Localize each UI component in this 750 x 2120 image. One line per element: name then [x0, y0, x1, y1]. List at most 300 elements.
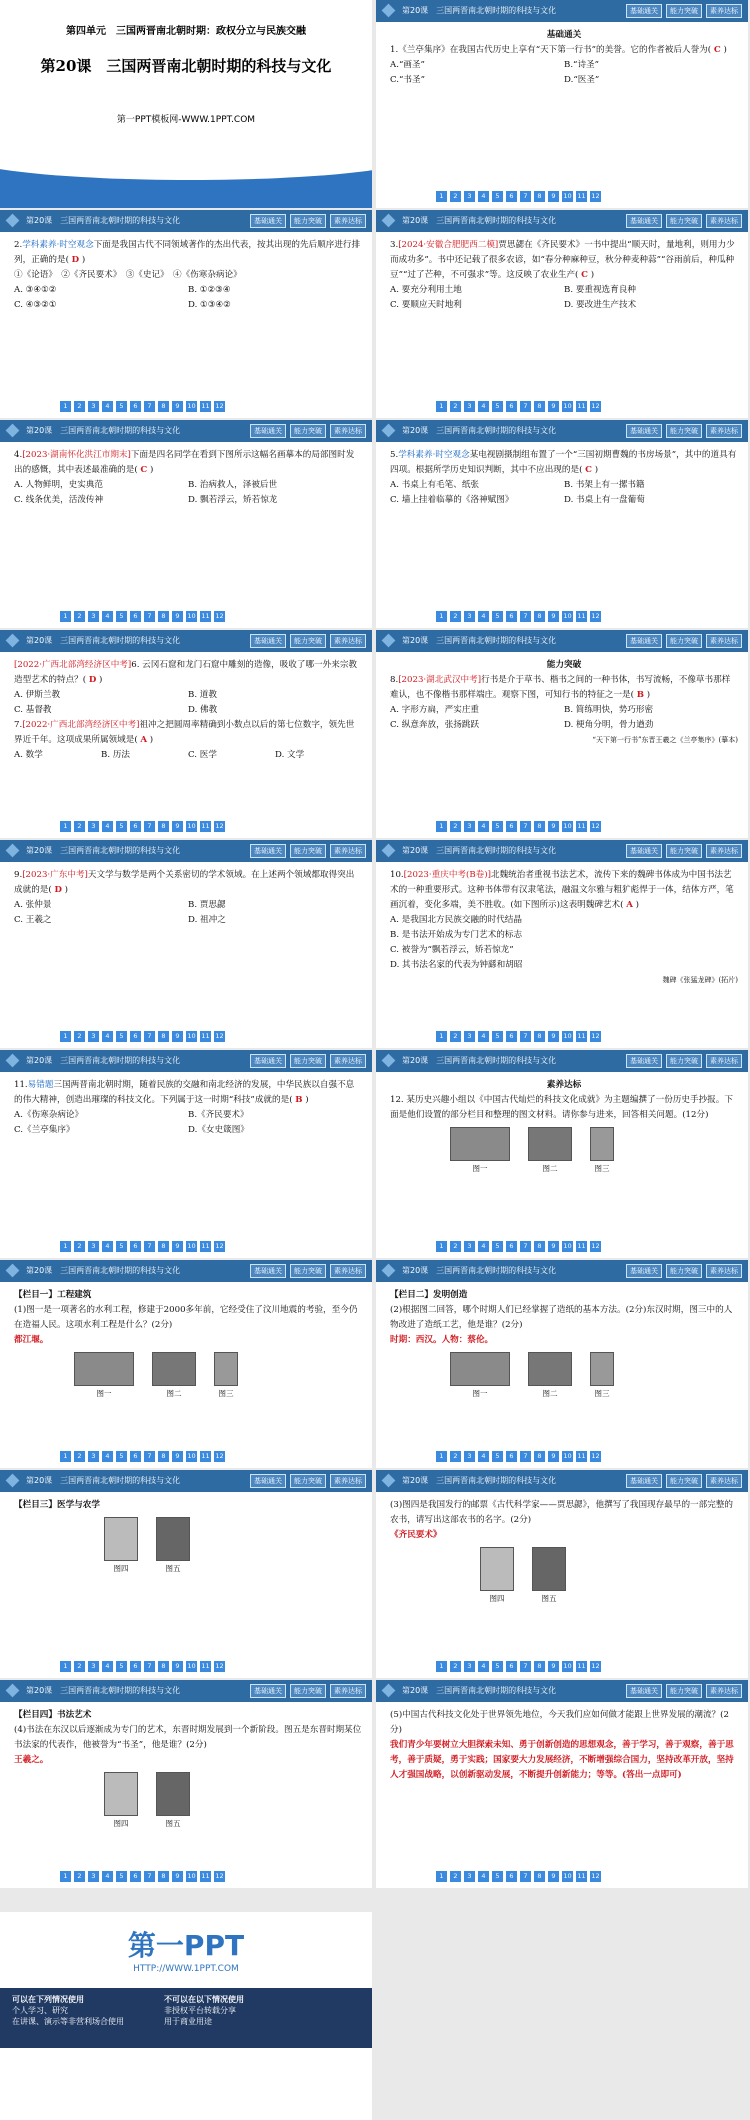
page-button-9[interactable]: 9 — [548, 1871, 559, 1882]
page-button-6[interactable]: 6 — [506, 1241, 517, 1252]
literacy-button[interactable]: 素养达标 — [706, 4, 742, 18]
page-button-11[interactable]: 11 — [201, 1452, 210, 1460]
page-button-10[interactable]: 10 — [563, 822, 572, 830]
page-button-5[interactable]: 5 — [116, 1241, 127, 1252]
page-button-8[interactable]: 8 — [534, 401, 545, 412]
page-button-4[interactable]: 4 — [102, 1661, 113, 1672]
page-button-2[interactable]: 2 — [450, 1871, 461, 1882]
page-button-3[interactable]: 3 — [88, 1241, 99, 1252]
page-button-10[interactable]: 10 — [187, 1662, 196, 1670]
page-button-5[interactable]: 5 — [116, 1031, 127, 1042]
option-d[interactable]: D. 飘若浮云，矫若惊龙 — [188, 495, 278, 505]
ability-button[interactable]: 能力突破 — [666, 1054, 702, 1068]
option-a[interactable]: A. 张仲景 — [14, 900, 52, 910]
page-button-3[interactable]: 3 — [88, 1031, 99, 1042]
page-button-9[interactable]: 9 — [172, 1031, 183, 1042]
page-button-9[interactable]: 9 — [172, 821, 183, 832]
page-button-11[interactable]: 11 — [201, 402, 210, 410]
page-button-7[interactable]: 7 — [144, 1451, 155, 1462]
page-button-4[interactable]: 4 — [478, 821, 489, 832]
page-button-1[interactable]: 1 — [60, 1241, 71, 1252]
page-button-1[interactable]: 1 — [436, 401, 447, 412]
page-button-6[interactable]: 6 — [506, 1661, 517, 1672]
page-button-12[interactable]: 12 — [215, 1032, 224, 1040]
literacy-button[interactable]: 素养达标 — [330, 634, 366, 648]
option-c[interactable]: C.《兰亭集序》 — [14, 1125, 75, 1135]
page-button-8[interactable]: 8 — [158, 821, 169, 832]
page-button-11[interactable]: 11 — [577, 822, 586, 830]
page-button-9[interactable]: 9 — [548, 191, 559, 202]
page-button-7[interactable]: 7 — [144, 611, 155, 622]
page-button-4[interactable]: 4 — [478, 1451, 489, 1462]
ability-button[interactable]: 能力突破 — [290, 1474, 326, 1488]
page-button-11[interactable]: 11 — [577, 192, 586, 200]
page-button-10[interactable]: 10 — [563, 192, 572, 200]
page-button-8[interactable]: 8 — [534, 1241, 545, 1252]
option-c[interactable]: C. ④③②① — [14, 300, 57, 310]
page-button-9[interactable]: 9 — [548, 1451, 559, 1462]
option-c[interactable]: C. 墙上挂着临摹的《洛神赋图》 — [390, 495, 514, 505]
literacy-button[interactable]: 素养达标 — [330, 1054, 366, 1068]
page-button-5[interactable]: 5 — [492, 1031, 503, 1042]
page-button-1[interactable]: 1 — [60, 401, 71, 412]
page-button-5[interactable]: 5 — [492, 191, 503, 202]
basic-button[interactable]: 基础通关 — [250, 1264, 286, 1278]
literacy-button[interactable]: 素养达标 — [330, 1684, 366, 1698]
option-c[interactable]: C. 纵意奔放，张扬跳跃 — [390, 720, 480, 730]
page-button-2[interactable]: 2 — [450, 821, 461, 832]
literacy-button[interactable]: 素养达标 — [706, 214, 742, 228]
option-a[interactable]: A. 书桌上有毛笔、纸张 — [390, 480, 480, 490]
basic-button[interactable]: 基础通关 — [250, 1684, 286, 1698]
page-button-4[interactable]: 4 — [478, 191, 489, 202]
page-button-12[interactable]: 12 — [591, 612, 600, 620]
page-button-8[interactable]: 8 — [158, 611, 169, 622]
basic-button[interactable]: 基础通关 — [626, 844, 662, 858]
option-a[interactable]: A. 数学 — [14, 750, 43, 760]
page-button-4[interactable]: 4 — [478, 1241, 489, 1252]
page-button-11[interactable]: 11 — [201, 1872, 210, 1880]
page-button-2[interactable]: 2 — [74, 1661, 85, 1672]
page-button-5[interactable]: 5 — [492, 611, 503, 622]
page-button-4[interactable]: 4 — [478, 611, 489, 622]
page-button-4[interactable]: 4 — [478, 1031, 489, 1042]
basic-button[interactable]: 基础通关 — [250, 1054, 286, 1068]
ability-button[interactable]: 能力突破 — [290, 1054, 326, 1068]
option-b[interactable]: B.《齐民要术》 — [188, 1110, 249, 1120]
option-d[interactable]: D. 其书法名家的代表为钟繇和胡昭 — [390, 960, 523, 970]
page-button-12[interactable]: 12 — [215, 1242, 224, 1250]
literacy-button[interactable]: 素养达标 — [706, 1684, 742, 1698]
page-button-8[interactable]: 8 — [158, 1451, 169, 1462]
page-button-9[interactable]: 9 — [548, 1241, 559, 1252]
page-button-7[interactable]: 7 — [144, 1871, 155, 1882]
option-a[interactable]: A. 字形方扁，严实庄重 — [390, 705, 480, 715]
page-button-7[interactable]: 7 — [520, 401, 531, 412]
page-button-10[interactable]: 10 — [563, 402, 572, 410]
page-button-11[interactable]: 11 — [577, 1242, 586, 1250]
page-button-5[interactable]: 5 — [116, 821, 127, 832]
page-button-10[interactable]: 10 — [187, 612, 196, 620]
option-d[interactable]: D. 佛教 — [188, 705, 218, 715]
basic-button[interactable]: 基础通关 — [626, 1684, 662, 1698]
page-button-7[interactable]: 7 — [144, 401, 155, 412]
page-button-6[interactable]: 6 — [506, 1031, 517, 1042]
option-c[interactable]: C.“书圣” — [390, 75, 425, 85]
page-button-6[interactable]: 6 — [506, 611, 517, 622]
page-button-6[interactable]: 6 — [506, 401, 517, 412]
ability-button[interactable]: 能力突破 — [666, 1684, 702, 1698]
literacy-button[interactable]: 素养达标 — [330, 1474, 366, 1488]
basic-button[interactable]: 基础通关 — [250, 214, 286, 228]
page-button-1[interactable]: 1 — [436, 191, 447, 202]
page-button-2[interactable]: 2 — [74, 401, 85, 412]
page-button-5[interactable]: 5 — [116, 401, 127, 412]
basic-button[interactable]: 基础通关 — [250, 424, 286, 438]
ability-button[interactable]: 能力突破 — [666, 1264, 702, 1278]
option-a[interactable]: A. 是我国北方民族交融的时代结晶 — [390, 915, 522, 925]
ability-button[interactable]: 能力突破 — [290, 634, 326, 648]
page-button-12[interactable]: 12 — [591, 1662, 600, 1670]
page-button-9[interactable]: 9 — [548, 611, 559, 622]
page-button-1[interactable]: 1 — [436, 1241, 447, 1252]
page-button-6[interactable]: 6 — [130, 611, 141, 622]
option-d[interactable]: D. 书桌上有一盘葡萄 — [564, 495, 645, 505]
option-a[interactable]: A. ③④①② — [14, 285, 57, 295]
page-button-6[interactable]: 6 — [506, 1871, 517, 1882]
page-button-11[interactable]: 11 — [201, 612, 210, 620]
page-button-1[interactable]: 1 — [436, 1871, 447, 1882]
option-b[interactable]: B. ①②③④ — [188, 285, 231, 295]
ability-button[interactable]: 能力突破 — [666, 214, 702, 228]
page-button-7[interactable]: 7 — [520, 1871, 531, 1882]
page-button-10[interactable]: 10 — [563, 612, 572, 620]
page-button-10[interactable]: 10 — [563, 1032, 572, 1040]
page-button-7[interactable]: 7 — [520, 1661, 531, 1672]
option-b[interactable]: B. 贾思勰 — [188, 900, 226, 910]
option-d[interactable]: D.“医圣” — [564, 75, 600, 85]
page-button-2[interactable]: 2 — [74, 1451, 85, 1462]
page-button-1[interactable]: 1 — [60, 1031, 71, 1042]
ability-button[interactable]: 能力突破 — [666, 424, 702, 438]
page-button-10[interactable]: 10 — [563, 1662, 572, 1670]
page-button-2[interactable]: 2 — [450, 191, 461, 202]
page-button-8[interactable]: 8 — [158, 401, 169, 412]
option-a[interactable]: A.《伤寒杂病论》 — [14, 1110, 84, 1120]
page-button-9[interactable]: 9 — [172, 611, 183, 622]
page-button-4[interactable]: 4 — [478, 1661, 489, 1672]
literacy-button[interactable]: 素养达标 — [706, 1054, 742, 1068]
page-button-2[interactable]: 2 — [450, 611, 461, 622]
page-button-3[interactable]: 3 — [464, 1031, 475, 1042]
basic-button[interactable]: 基础通关 — [626, 4, 662, 18]
page-button-3[interactable]: 3 — [464, 611, 475, 622]
page-button-12[interactable]: 12 — [215, 1452, 224, 1460]
option-c[interactable]: C. 被誉为“飘若浮云，矫若惊龙” — [390, 945, 514, 955]
page-button-10[interactable]: 10 — [563, 1872, 572, 1880]
page-button-3[interactable]: 3 — [88, 1451, 99, 1462]
basic-button[interactable]: 基础通关 — [626, 1054, 662, 1068]
page-button-9[interactable]: 9 — [548, 821, 559, 832]
ability-button[interactable]: 能力突破 — [290, 1684, 326, 1698]
page-button-10[interactable]: 10 — [187, 1872, 196, 1880]
page-button-7[interactable]: 7 — [144, 821, 155, 832]
page-button-8[interactable]: 8 — [158, 1241, 169, 1252]
page-button-11[interactable]: 11 — [577, 612, 586, 620]
literacy-button[interactable]: 素养达标 — [706, 1474, 742, 1488]
option-a[interactable]: A.“画圣” — [390, 60, 425, 70]
page-button-12[interactable]: 12 — [591, 1452, 600, 1460]
page-button-1[interactable]: 1 — [60, 611, 71, 622]
page-button-2[interactable]: 2 — [74, 1871, 85, 1882]
basic-button[interactable]: 基础通关 — [250, 634, 286, 648]
page-button-10[interactable]: 10 — [187, 822, 196, 830]
option-d[interactable]: D. 要改进生产技术 — [564, 300, 637, 310]
page-button-11[interactable]: 11 — [201, 1032, 210, 1040]
page-button-1[interactable]: 1 — [436, 1031, 447, 1042]
page-button-3[interactable]: 3 — [88, 1661, 99, 1672]
page-button-1[interactable]: 1 — [60, 1871, 71, 1882]
page-button-12[interactable]: 12 — [591, 192, 600, 200]
page-button-4[interactable]: 4 — [102, 1031, 113, 1042]
page-button-12[interactable]: 12 — [215, 402, 224, 410]
page-button-5[interactable]: 5 — [492, 1451, 503, 1462]
page-button-4[interactable]: 4 — [102, 1871, 113, 1882]
option-b[interactable]: B. 书架上有一摞书籍 — [564, 480, 645, 490]
page-button-9[interactable]: 9 — [172, 1661, 183, 1672]
page-button-2[interactable]: 2 — [450, 1241, 461, 1252]
page-button-8[interactable]: 8 — [534, 611, 545, 622]
page-button-4[interactable]: 4 — [102, 821, 113, 832]
page-button-11[interactable]: 11 — [201, 822, 210, 830]
page-button-8[interactable]: 8 — [534, 1031, 545, 1042]
page-button-8[interactable]: 8 — [158, 1871, 169, 1882]
page-button-3[interactable]: 3 — [464, 1661, 475, 1672]
page-button-3[interactable]: 3 — [464, 1241, 475, 1252]
literacy-button[interactable]: 素养达标 — [330, 844, 366, 858]
page-button-1[interactable]: 1 — [436, 1661, 447, 1672]
page-button-3[interactable]: 3 — [88, 1871, 99, 1882]
option-b[interactable]: B. 道教 — [188, 690, 217, 700]
page-button-3[interactable]: 3 — [464, 1451, 475, 1462]
ability-button[interactable]: 能力突破 — [666, 1474, 702, 1488]
page-button-11[interactable]: 11 — [577, 1452, 586, 1460]
page-button-2[interactable]: 2 — [450, 1031, 461, 1042]
ability-button[interactable]: 能力突破 — [290, 214, 326, 228]
page-button-6[interactable]: 6 — [130, 1241, 141, 1252]
page-button-5[interactable]: 5 — [492, 821, 503, 832]
option-a[interactable]: A. 要充分利用土地 — [390, 285, 462, 295]
option-c[interactable]: C. 医学 — [188, 750, 217, 760]
page-button-10[interactable]: 10 — [187, 1452, 196, 1460]
literacy-button[interactable]: 素养达标 — [330, 214, 366, 228]
basic-button[interactable]: 基础通关 — [626, 214, 662, 228]
page-button-12[interactable]: 12 — [591, 822, 600, 830]
page-button-5[interactable]: 5 — [116, 611, 127, 622]
page-button-3[interactable]: 3 — [464, 821, 475, 832]
page-button-11[interactable]: 11 — [201, 1662, 210, 1670]
page-button-12[interactable]: 12 — [591, 1242, 600, 1250]
page-button-12[interactable]: 12 — [215, 1662, 224, 1670]
option-d[interactable]: D. ①③④② — [188, 300, 231, 310]
page-button-6[interactable]: 6 — [506, 821, 517, 832]
page-button-2[interactable]: 2 — [450, 1661, 461, 1672]
page-button-9[interactable]: 9 — [172, 1871, 183, 1882]
option-b[interactable]: B. 要重视选育良种 — [564, 285, 636, 295]
page-button-5[interactable]: 5 — [116, 1661, 127, 1672]
page-button-9[interactable]: 9 — [548, 1031, 559, 1042]
page-button-7[interactable]: 7 — [520, 191, 531, 202]
page-button-4[interactable]: 4 — [102, 1451, 113, 1462]
page-button-11[interactable]: 11 — [577, 1872, 586, 1880]
page-button-4[interactable]: 4 — [478, 1871, 489, 1882]
ability-button[interactable]: 能力突破 — [666, 844, 702, 858]
page-button-12[interactable]: 12 — [591, 402, 600, 410]
page-button-1[interactable]: 1 — [436, 821, 447, 832]
page-button-6[interactable]: 6 — [506, 1451, 517, 1462]
page-button-12[interactable]: 12 — [591, 1872, 600, 1880]
page-button-8[interactable]: 8 — [534, 1871, 545, 1882]
literacy-button[interactable]: 素养达标 — [706, 634, 742, 648]
page-button-8[interactable]: 8 — [534, 191, 545, 202]
page-button-10[interactable]: 10 — [187, 1032, 196, 1040]
option-c[interactable]: C. 要顺应天时地利 — [390, 300, 462, 310]
page-button-5[interactable]: 5 — [492, 1241, 503, 1252]
page-button-12[interactable]: 12 — [215, 1872, 224, 1880]
ability-button[interactable]: 能力突破 — [666, 634, 702, 648]
page-button-3[interactable]: 3 — [88, 821, 99, 832]
page-button-2[interactable]: 2 — [74, 821, 85, 832]
page-button-5[interactable]: 5 — [492, 1871, 503, 1882]
page-button-7[interactable]: 7 — [144, 1661, 155, 1672]
page-button-1[interactable]: 1 — [60, 821, 71, 832]
ad-url[interactable]: HTTP://WWW.1PPT.COM — [133, 1964, 239, 1974]
literacy-button[interactable]: 素养达标 — [706, 1264, 742, 1278]
page-button-10[interactable]: 10 — [563, 1242, 572, 1250]
page-button-9[interactable]: 9 — [548, 401, 559, 412]
option-d[interactable]: D. 祖冲之 — [188, 915, 226, 925]
ability-button[interactable]: 能力突破 — [290, 424, 326, 438]
option-c[interactable]: C. 基督教 — [14, 705, 52, 715]
basic-button[interactable]: 基础通关 — [626, 424, 662, 438]
literacy-button[interactable]: 素养达标 — [706, 424, 742, 438]
option-b[interactable]: B. 是书法开始成为专门艺术的标志 — [390, 930, 523, 940]
page-button-9[interactable]: 9 — [172, 401, 183, 412]
page-button-5[interactable]: 5 — [116, 1451, 127, 1462]
page-button-2[interactable]: 2 — [74, 1241, 85, 1252]
page-button-7[interactable]: 7 — [144, 1031, 155, 1042]
page-button-11[interactable]: 11 — [201, 1242, 210, 1250]
page-button-11[interactable]: 11 — [577, 402, 586, 410]
page-button-6[interactable]: 6 — [506, 191, 517, 202]
basic-button[interactable]: 基础通关 — [250, 1474, 286, 1488]
option-b[interactable]: B. 治病救人，泽被后世 — [188, 480, 278, 490]
option-b[interactable]: B. 历法 — [101, 750, 130, 760]
page-button-11[interactable]: 11 — [577, 1032, 586, 1040]
page-button-1[interactable]: 1 — [436, 611, 447, 622]
page-button-11[interactable]: 11 — [577, 1662, 586, 1670]
page-button-8[interactable]: 8 — [534, 1451, 545, 1462]
option-a[interactable]: A. 人物鲜明，史实典范 — [14, 480, 104, 490]
option-c[interactable]: C. 线条优美，活泼传神 — [14, 495, 104, 505]
page-button-7[interactable]: 7 — [520, 1451, 531, 1462]
page-button-8[interactable]: 8 — [534, 1661, 545, 1672]
page-button-10[interactable]: 10 — [563, 1452, 572, 1460]
option-b[interactable]: B. 简练明快，势巧形密 — [564, 705, 654, 715]
page-button-4[interactable]: 4 — [478, 401, 489, 412]
page-button-9[interactable]: 9 — [172, 1451, 183, 1462]
option-d[interactable]: D. 梗角分明，骨力遒劲 — [564, 720, 654, 730]
page-button-6[interactable]: 6 — [130, 821, 141, 832]
ability-button[interactable]: 能力突破 — [290, 844, 326, 858]
literacy-button[interactable]: 素养达标 — [330, 424, 366, 438]
page-button-12[interactable]: 12 — [215, 612, 224, 620]
basic-button[interactable]: 基础通关 — [626, 634, 662, 648]
page-button-9[interactable]: 9 — [172, 1241, 183, 1252]
page-button-10[interactable]: 10 — [187, 402, 196, 410]
page-button-3[interactable]: 3 — [88, 401, 99, 412]
page-button-1[interactable]: 1 — [60, 1661, 71, 1672]
page-button-2[interactable]: 2 — [74, 1031, 85, 1042]
ability-button[interactable]: 能力突破 — [666, 4, 702, 18]
page-button-7[interactable]: 7 — [520, 611, 531, 622]
option-a[interactable]: A. 伊斯兰教 — [14, 690, 61, 700]
page-button-6[interactable]: 6 — [130, 1871, 141, 1882]
page-button-5[interactable]: 5 — [492, 401, 503, 412]
option-c[interactable]: C. 王羲之 — [14, 915, 52, 925]
basic-button[interactable]: 基础通关 — [626, 1474, 662, 1488]
literacy-button[interactable]: 素养达标 — [706, 844, 742, 858]
page-button-7[interactable]: 7 — [520, 1031, 531, 1042]
page-button-5[interactable]: 5 — [116, 1871, 127, 1882]
page-button-6[interactable]: 6 — [130, 1031, 141, 1042]
page-button-5[interactable]: 5 — [492, 1661, 503, 1672]
page-button-3[interactable]: 3 — [88, 611, 99, 622]
option-b[interactable]: B.“诗圣” — [564, 60, 600, 70]
page-button-7[interactable]: 7 — [520, 821, 531, 832]
ability-button[interactable]: 能力突破 — [290, 1264, 326, 1278]
page-button-12[interactable]: 12 — [591, 1032, 600, 1040]
page-button-4[interactable]: 4 — [102, 611, 113, 622]
page-button-6[interactable]: 6 — [130, 1451, 141, 1462]
page-button-10[interactable]: 10 — [187, 1242, 196, 1250]
page-button-7[interactable]: 7 — [520, 1241, 531, 1252]
basic-button[interactable]: 基础通关 — [626, 1264, 662, 1278]
page-button-2[interactable]: 2 — [450, 401, 461, 412]
basic-button[interactable]: 基础通关 — [250, 844, 286, 858]
page-button-2[interactable]: 2 — [450, 1451, 461, 1462]
page-button-3[interactable]: 3 — [464, 1871, 475, 1882]
page-button-1[interactable]: 1 — [436, 1451, 447, 1462]
page-button-12[interactable]: 12 — [215, 822, 224, 830]
page-button-4[interactable]: 4 — [102, 401, 113, 412]
page-button-2[interactable]: 2 — [74, 611, 85, 622]
page-button-6[interactable]: 6 — [130, 401, 141, 412]
option-d[interactable]: D.《女史箴图》 — [188, 1125, 249, 1135]
page-button-7[interactable]: 7 — [144, 1241, 155, 1252]
page-button-3[interactable]: 3 — [464, 191, 475, 202]
literacy-button[interactable]: 素养达标 — [330, 1264, 366, 1278]
option-d[interactable]: D. 文学 — [275, 750, 305, 760]
page-button-1[interactable]: 1 — [60, 1451, 71, 1462]
page-button-8[interactable]: 8 — [158, 1031, 169, 1042]
page-button-4[interactable]: 4 — [102, 1241, 113, 1252]
page-button-6[interactable]: 6 — [130, 1661, 141, 1672]
page-button-3[interactable]: 3 — [464, 401, 475, 412]
page-button-8[interactable]: 8 — [534, 821, 545, 832]
page-button-9[interactable]: 9 — [548, 1661, 559, 1672]
page-button-8[interactable]: 8 — [158, 1661, 169, 1672]
